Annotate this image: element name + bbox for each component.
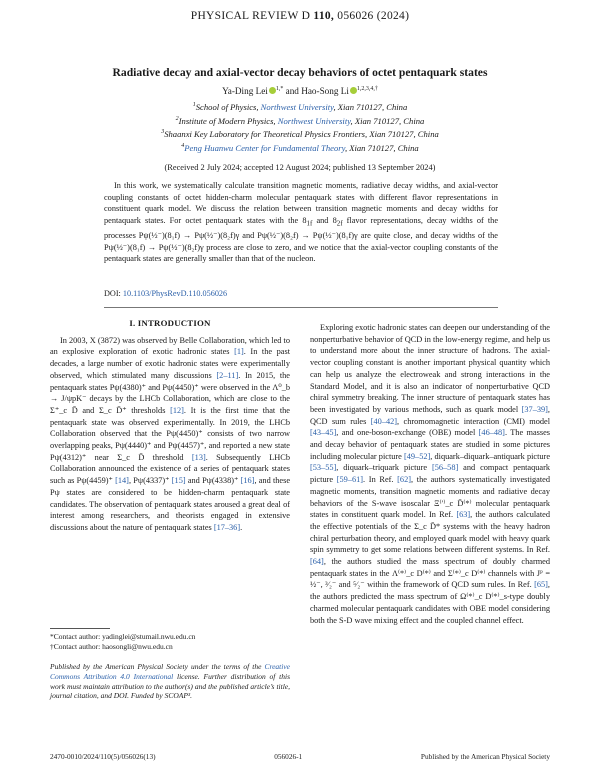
body-text: . It is the first time that the pentaquark state was observed experimentally. In 2019, the LHCb Collaboration observed that the Pψ(4450)⁺ consists of two narrow overlapping peaks, Pψ(4440)⁺ and Pψ(4457)⁺, and reported a new state Pψ(4312)⁺ near Σ_c D̄ threshold bbox=[50, 405, 290, 462]
citation-link[interactable]: [2–11] bbox=[216, 370, 239, 380]
citation-link[interactable]: [15] bbox=[171, 476, 186, 486]
author-affil-marker: 1,* bbox=[275, 86, 284, 92]
author-list bbox=[40, 86, 560, 96]
author-name[interactable]: Ya-Ding Lei bbox=[222, 86, 268, 96]
body-text: and compact pentaquark picture bbox=[310, 463, 550, 485]
body-text: . In the past decades, a large number of exotic hadronic states were experimentally observed, which stimulated many discussions bbox=[50, 347, 290, 380]
citation-link[interactable]: [53–55] bbox=[310, 463, 337, 473]
affil-text: School of Physics, bbox=[195, 102, 261, 112]
citation-link[interactable]: [1] bbox=[234, 347, 244, 357]
license-link[interactable]: Creative Commons Attribution 4.0 International bbox=[50, 662, 290, 681]
citation-link[interactable]: [65] bbox=[534, 580, 548, 590]
footnote-divider bbox=[50, 628, 110, 629]
citation-link[interactable]: [56–58] bbox=[431, 463, 459, 473]
doi-link[interactable]: 10.1103/PhysRevD.110.056026 bbox=[122, 289, 228, 298]
body-text: , and these Pψ states are considered to be hidden-charm pentaquark state candidates. The observation of pentaquark states aroused a great deal of interest among researchers, and theorists engaged in extensive discussions about the nature of pentaquark states bbox=[50, 476, 290, 532]
body-text: . The masses and decay behavior of pentaquark states are studied in some pictures including molecular picture bbox=[310, 428, 550, 461]
footer-issn: 2470-0010/2024/110(5)/056026(13) bbox=[50, 752, 156, 761]
citation-link[interactable]: [59–61] bbox=[336, 475, 364, 485]
flavor-subscript: 1f bbox=[306, 220, 313, 228]
flavor-subscript: 2f bbox=[336, 220, 343, 228]
affiliations bbox=[40, 100, 560, 154]
affiliation-line bbox=[40, 141, 560, 155]
received-dates: (Received 2 July 2024; accepted 12 August 2024; published 13 September 2024) bbox=[164, 163, 436, 172]
decay-process: ψ(½⁻)(8₁f) → Pψ(½⁻)(8₂f)γ and Pψ(½⁻)(8₂f) → Pψ(½⁻)(8₁f)γ bbox=[143, 231, 358, 241]
affiliation-line bbox=[40, 100, 560, 114]
article-number: 056026 (2024) bbox=[337, 10, 410, 22]
footer-publisher: Published by the American Physical Society bbox=[420, 752, 550, 761]
footnotes bbox=[50, 632, 290, 651]
left-column bbox=[50, 318, 290, 534]
author-affil-marker: 1,2,3,4,† bbox=[356, 86, 378, 92]
section-heading: I. INTRODUCTION bbox=[129, 318, 211, 328]
body-text: Exploring exotic hadronic states can deepen our understanding of the nonperturbative behavior of QCD in the low-energy regime, and help us to understand more about the inner structure of hadrons. The axial-vector coupling constant is another important physical quantity which can help us analyze the electroweak and strong interactions in the Standard Model, and it is also an indicator of nonperturbative QCD chiral symmetry breaking. The inner structure of pentaquark states has been investigated by various methods, such as quark model bbox=[310, 323, 550, 414]
doi-label: DOI: bbox=[104, 289, 121, 298]
citation-link[interactable]: [14] bbox=[115, 476, 129, 486]
contact-footnote[interactable]: †Contact author: haosongli@nwu.edu.cn bbox=[50, 641, 173, 651]
citation-link[interactable]: [43–45] bbox=[310, 428, 337, 438]
body-text: and Pψ(4338)⁺ bbox=[185, 476, 241, 486]
abstract bbox=[104, 180, 498, 265]
affil-number: 4 bbox=[181, 142, 185, 149]
body-text: , the authors studied the mass spectrum of doubly charmed pentaquark states in the Λ⁽*⁾_c D⁽*⁾ and Σ⁽*⁾_c D⁽*⁾ channels with Jᴾ = ½⁻, ³⁄₂⁻ and ⁵⁄₂⁻ within the framework of QCD sum rules. In Ref. bbox=[310, 557, 550, 590]
citation-link[interactable]: [16] bbox=[240, 476, 255, 486]
body-text: . bbox=[240, 522, 243, 532]
right-column bbox=[310, 322, 550, 626]
body-text: . Subsequently LHCb Collaboration announced the existence of a series of pentaquark states such as Pψ(4459)⁺ bbox=[50, 452, 290, 486]
abstract-paragraph: In this work, we systematically calculate transition magnetic moments, radiative decay widths, and axial-vector coupling constants of octet hidden-charm molecular pentaquark states with different flavor representations in constituent quark model. We discuss the relation between transition magnetic moments and decay widths for pentaquark states. For octet pentaquark states with the $8_{1f}$ and $8_{2f}$ flavor representations, decay widths of the processes Pψ(½⁻)(8₁f) → Pψ(½⁻)(8₂f)γ and Pψ(½⁻)(8₂f) → Pψ(½⁻)(8₁f)γ are quite close, and decay widths of the Pψ(½⁻)(8₁f) → Pψ(½⁻)(8₂f)γ process are close to zero, and we notice that the axial-vector coupling constants of the pentaquark states are generally smaller than that of the nucleon. bbox=[104, 181, 499, 264]
citation-link[interactable]: [40–42] bbox=[370, 416, 398, 426]
affil-link[interactable]: Northwest University bbox=[260, 102, 334, 112]
citation-link[interactable]: [13] bbox=[191, 452, 206, 462]
affil-text: , Xian 710127, China bbox=[350, 115, 425, 126]
journal-header bbox=[0, 10, 600, 22]
body-text: . In 2015, the pentaquark states Pψ(4380)⁺ and Pψ(4450)⁺ were observed in the Λ⁰_b → J/ψpK⁻ decays by the LHCb Collaboration, which are close to the Σ⁺_c D̄ and Σ_c D̄⁺ thresholds bbox=[50, 370, 290, 415]
intro-paragraph-right bbox=[310, 322, 550, 626]
orcid-icon[interactable] bbox=[269, 87, 276, 94]
body-text: , the authors calculated the effective potentials of the Σ_c D̄* systems with the heavy hadron chiral perturbation theory, and employed quark model with heavy quark spin symmetry to get some relations between different systems. In Ref. bbox=[310, 510, 551, 555]
affil-number: 1 bbox=[192, 102, 196, 108]
affiliation-line bbox=[40, 127, 560, 141]
license-notice bbox=[50, 662, 290, 701]
body-text: In 2003, X (3872) was observed by Belle Collaboration, which led to an explosive exploration of exotic hadronic states bbox=[50, 335, 290, 357]
license-text: license. Further distribution of this work must maintain attribution to the author(s) and the published article’s title, journal citation, and DOI. Funded by SCOAP³. bbox=[50, 671, 290, 701]
author-conjunction: and bbox=[285, 86, 299, 96]
affil-text: , Xian 710127, China bbox=[344, 142, 419, 153]
body-text: , QCD sum rules bbox=[310, 404, 550, 426]
abstract-divider bbox=[104, 307, 498, 308]
footer-page-number: 056026-1 bbox=[274, 752, 303, 761]
contact-footnote[interactable]: *Contact author: yadinglei@stumail.nwu.edu.cn bbox=[50, 632, 196, 641]
orcid-icon[interactable] bbox=[350, 87, 357, 94]
journal-name: PHYSICAL REVIEW D bbox=[190, 10, 311, 22]
affil-number: 3 bbox=[161, 129, 165, 136]
affil-text: Shaanxi Key Laboratory for Theoretical Physics Frontiers, Xian 710127, China bbox=[164, 129, 439, 140]
affil-link[interactable]: Northwest University bbox=[277, 115, 351, 126]
author-name[interactable]: Hao-Song Li bbox=[301, 86, 349, 96]
intro-paragraph-left bbox=[50, 335, 290, 534]
affil-link[interactable]: Peng Huanwu Center for Fundamental Theory bbox=[184, 142, 345, 153]
affil-text: , Xian 710127, China bbox=[333, 102, 408, 112]
citation-link[interactable]: [37–39] bbox=[521, 404, 548, 414]
paper-title: Radiative decay and axial-vector decay behaviors of octet pentaquark states bbox=[112, 66, 488, 79]
citation-link[interactable]: [12] bbox=[170, 405, 184, 415]
body-text: , the authors predicted the mass spectrum of Ω⁽*⁾_c D⁽*⁾_s-type doubly charmed molecular pentaquark candidates with OBE model considering both the S-D wave mixing effect and the coupled channel effect. bbox=[310, 580, 550, 625]
affil-number: 2 bbox=[175, 115, 179, 122]
citation-link[interactable]: [63] bbox=[456, 510, 471, 520]
page-footer bbox=[50, 752, 550, 761]
journal-volume: 110, bbox=[313, 10, 335, 22]
body-text: . In Ref. bbox=[363, 475, 398, 485]
citation-link[interactable]: [46–48] bbox=[478, 428, 505, 438]
citation-link[interactable]: [49–52] bbox=[404, 451, 431, 461]
body-text: , Pψ(4337)⁺ bbox=[128, 476, 172, 486]
decay-process: ψ(½⁻)(8₁f) → Pψ(½⁻)(8₂f)γ bbox=[108, 242, 204, 252]
affil-text: Institute of Modern Physics, bbox=[178, 115, 278, 126]
citation-link[interactable]: [17–36] bbox=[213, 522, 241, 532]
citation-link[interactable]: [64] bbox=[310, 557, 324, 567]
body-text: , and one-boson-exchange (OBE) model bbox=[336, 428, 479, 438]
body-text: , chromomagnetic interaction (CMI) model bbox=[397, 416, 550, 426]
doi-line bbox=[104, 289, 227, 298]
affiliation-line bbox=[40, 114, 560, 128]
license-text: Published by the American Physical Society under the terms of the bbox=[50, 662, 265, 671]
body-text: , the authors systematically investigated magnetic moments, transition magnetic moments and radiative decay behaviors of the S-wave isoscalar Ξ⁽′⁾_c D̄⁽*⁾ molecular pentaquark states in constituent quark model. In Ref. bbox=[310, 475, 550, 520]
citation-link[interactable]: [62] bbox=[397, 475, 411, 485]
body-text: , diquark–diquark–antiquark picture bbox=[430, 451, 551, 461]
body-text: , diquark–triquark picture bbox=[336, 463, 432, 473]
